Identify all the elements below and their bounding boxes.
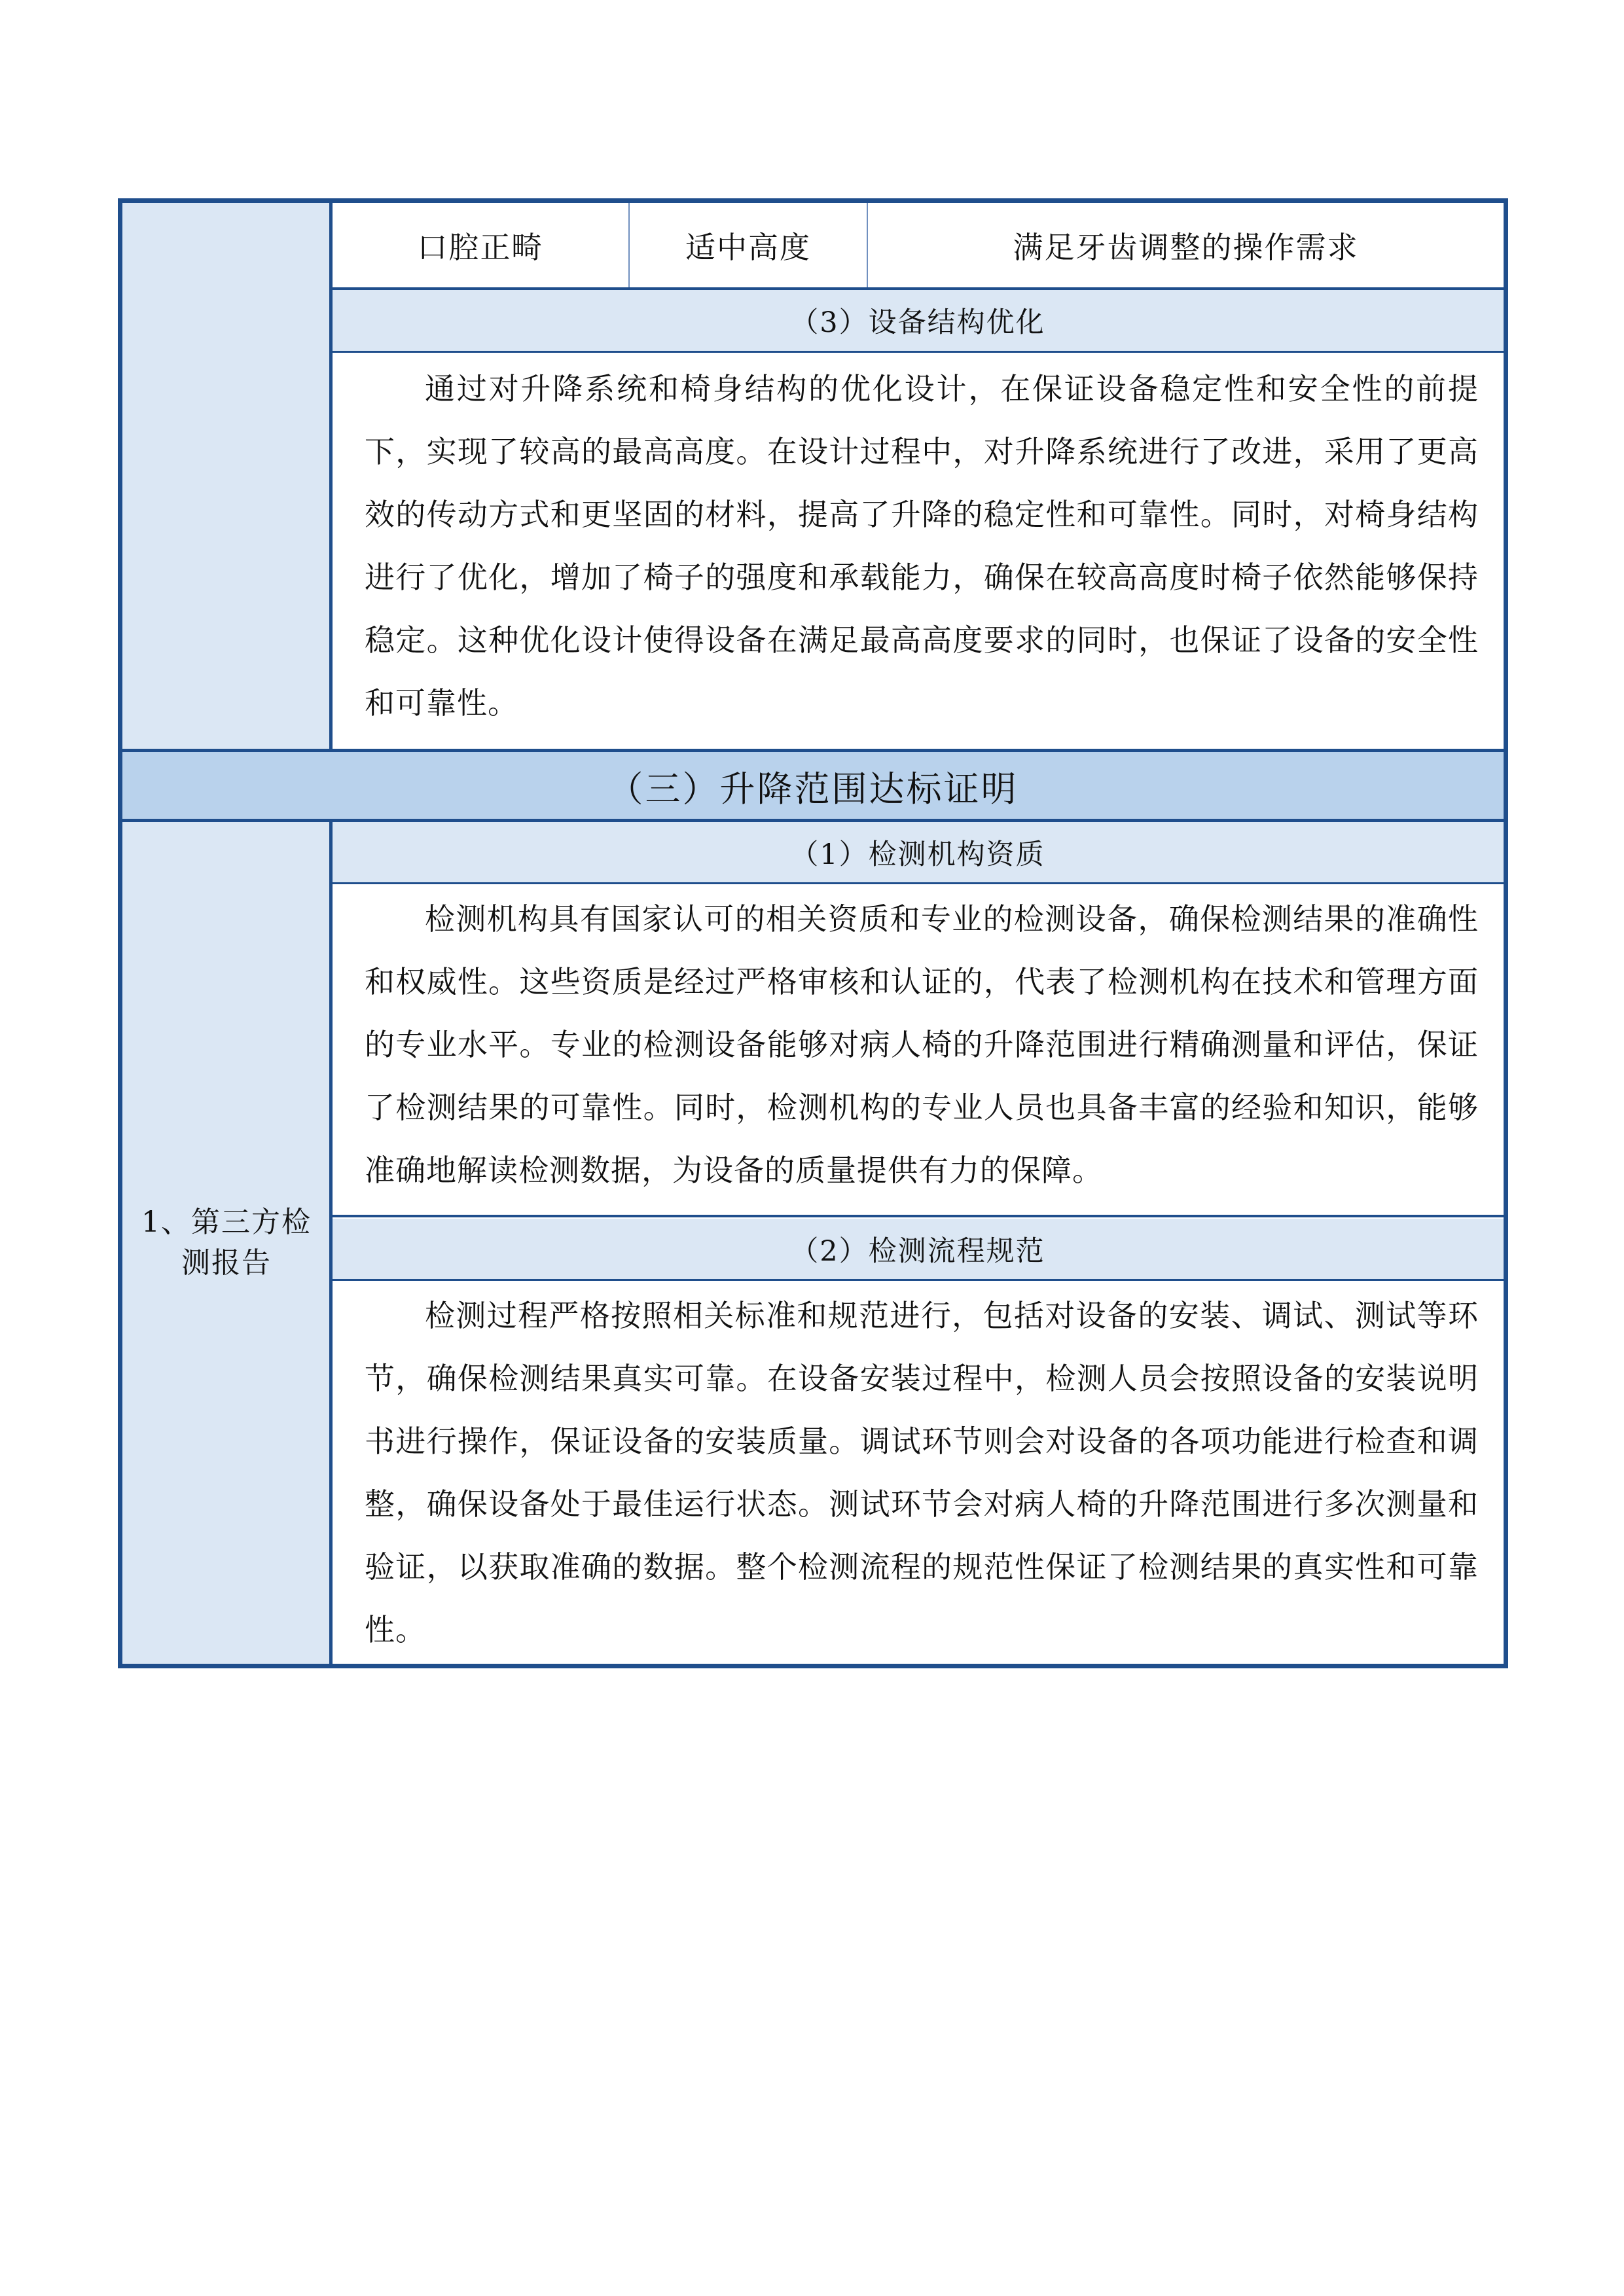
para1-bottom-line — [331, 1215, 1505, 1217]
top-row-col1: 口腔正畸 — [417, 230, 543, 265]
content-table — [118, 198, 1508, 1668]
sub2-bottom-line — [331, 1279, 1505, 1281]
subheading1-bottom-line — [331, 351, 1505, 353]
top-row-divider-2 — [867, 203, 868, 288]
top-row-col3: 满足牙齿调整的操作需求 — [1013, 230, 1359, 265]
institution-qualification-paragraph: 检测机构具有国家认可的相关资质和专业的检测设备，确保检测结果的准确性和权威性。这些资质是经过严格审核和认证的，代表了检测机构在技术和管理方面的专业水平。专业的检测设备能够对病人椅的升降范围进行精确测量和评估，保证了检测结果的可靠性。同时，检测机构的专业人员也具备丰富的经验和知识，能够准确地解读检测数据，为设备的质量提供有力的保障。 — [365, 901, 1479, 1188]
section-title-top-line — [122, 749, 1505, 752]
section-title-bottom-line — [122, 819, 1505, 822]
third-party-report-label: 1、第三方检测报告 — [122, 822, 331, 1664]
left-column-upper-cell — [122, 203, 331, 750]
structure-optimization-heading: （3）设备结构优化 — [332, 289, 1504, 351]
left-column-divider-upper — [329, 203, 333, 750]
sub1-bottom-line — [331, 882, 1505, 884]
institution-qualification-heading: （1）检测机构资质 — [332, 822, 1504, 882]
top-row-col2: 适中高度 — [685, 230, 811, 265]
testing-process-heading: （2）检测流程规范 — [332, 1219, 1504, 1279]
section-title: （三）升降范围达标证明 — [122, 752, 1504, 820]
top-row-divider-1 — [628, 203, 630, 288]
top-row-bottom-line — [331, 287, 1505, 290]
left-column-divider-lower — [329, 820, 333, 1664]
structure-optimization-paragraph: 通过对升降系统和椅身结构的优化设计，在保证设备稳定性和安全性的前提下，实现了较高的最高高度。在设计过程中，对升降系统进行了改进，采用了更高效的传动方式和更坚固的材料，提高了升降的稳定性和可靠性。同时，对椅身结构进行了优化，增加了椅子的强度和承载能力，确保在较高高度时椅子依然能够保持稳定。这种优化设计使得设备在满足最高高度要求的同时，也保证了设备的安全性和可靠性。 — [365, 371, 1479, 721]
testing-process-paragraph: 检测过程严格按照相关标准和规范进行，包括对设备的安装、调试、测试等环节，确保检测结果真实可靠。在设备安装过程中，检测人员会按照设备的安装说明书进行操作，保证设备的安装质量。调试环节则会对设备的各项功能进行检查和调整，确保设备处于最佳运行状态。测试环节会对病人椅的升降范围进行多次测量和验证，以获取准确的数据。整个检测流程的规范性保证了检测结果的真实性和可靠性。 — [365, 1298, 1479, 1647]
